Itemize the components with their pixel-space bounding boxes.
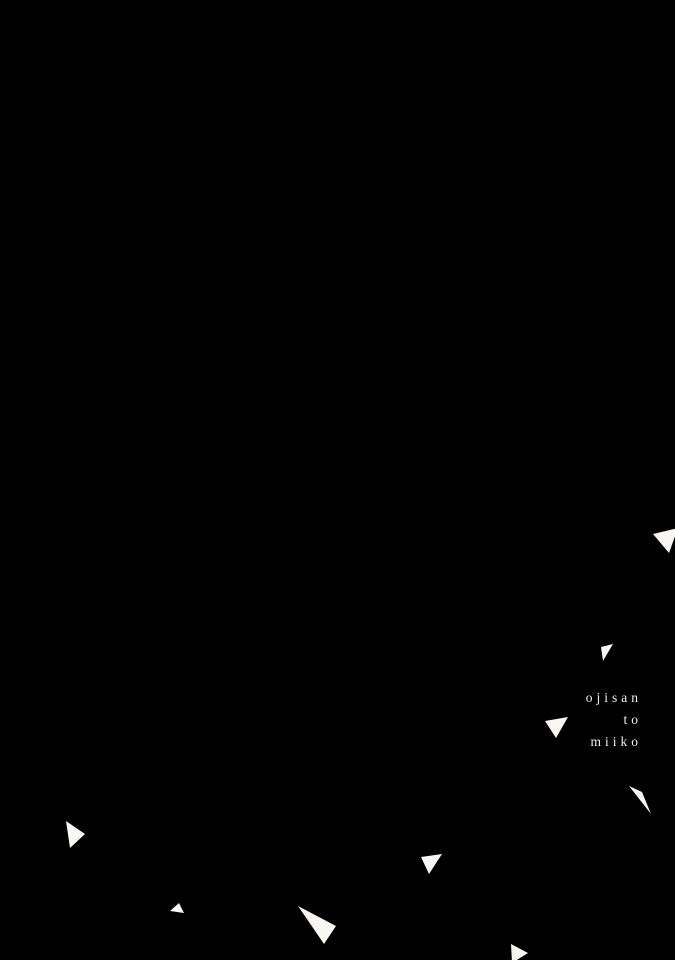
- triangle-left-pointer: [66, 821, 85, 848]
- sliver-small-left: [170, 903, 184, 913]
- triangle-down-center: [421, 854, 442, 874]
- credit-line-1: ojisan: [585, 690, 642, 705]
- wedge-bottom-right: [511, 944, 528, 960]
- credit-line-3: miiko: [590, 734, 642, 749]
- sliver-right-edge: [629, 786, 651, 814]
- triangle-down-mid-right: [545, 717, 568, 738]
- triangle-top-right-edge: [653, 528, 675, 553]
- triangle-small-flag: [601, 644, 613, 661]
- triangle-large-bottom: [298, 906, 336, 944]
- title-credit: [586, 687, 642, 753]
- credit-line-2: to: [623, 712, 642, 727]
